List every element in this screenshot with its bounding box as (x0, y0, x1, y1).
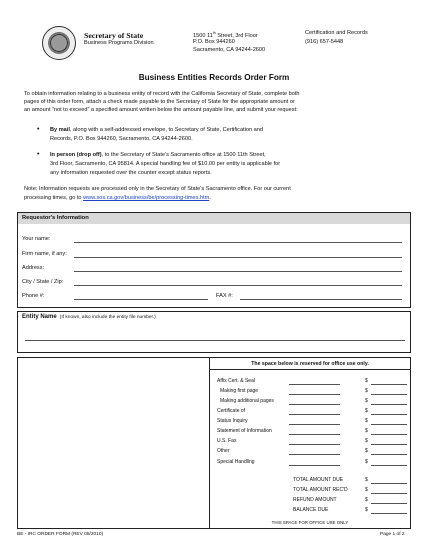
phone-field[interactable] (74, 299, 208, 300)
office-item-label: Affix Cert. & Seal (217, 378, 255, 384)
office-amount-field[interactable] (371, 465, 407, 466)
dollar-sign: $ (365, 428, 368, 434)
entity-name-field[interactable] (25, 340, 405, 341)
balance-due-field[interactable] (371, 513, 407, 514)
lower-section-divider (209, 357, 210, 529)
note-line-1: Note: Information requests are processed only in the Secretary of State's Sacramento office. For our current (24, 186, 291, 192)
office-item-label: Special Handling (217, 459, 255, 465)
office-use-footer-note: THIS SPACE FOR OFFICE USE ONLY (271, 520, 349, 525)
bullet-mail-line-1: By mail, along with a self-addressed envelope, to Secretary of State, Certification and (50, 127, 263, 133)
entity-heading: Entity Name (If known, also include the entity file number.) (22, 314, 156, 320)
bullet-person-line-3: any information requested over the counter except status reports. (50, 170, 212, 176)
your-name-label: Your name: (22, 236, 51, 242)
dollar-sign: $ (365, 398, 368, 404)
agency-name: Secretary of State (84, 31, 144, 40)
office-amount-field[interactable] (371, 434, 407, 435)
dollar-sign: $ (365, 477, 368, 483)
division-name: Business Programs Division (84, 40, 154, 46)
city-state-zip-label: City / State / Zip: (22, 279, 64, 285)
office-amount-field[interactable] (371, 414, 407, 415)
total-amount-recd-label: TOTAL AMOUNT REC'D (293, 487, 348, 493)
bullet-mail-line-2: Records, P.O. Box 944260, Sacramento, CA 94244-2600. (50, 136, 193, 142)
dollar-sign: $ (365, 507, 368, 513)
bullet-icon: • (37, 126, 40, 133)
office-item-label: Statement of Information (217, 428, 272, 434)
note-line-2: processing times, go to www.sos.ca.gov/business/be/processing-times.htm. (24, 195, 211, 201)
fax-field[interactable] (240, 299, 402, 300)
dollar-sign: $ (365, 378, 368, 384)
state-seal-logo (42, 26, 76, 60)
intro-line-1: To obtain information relating to a business entity of record with the California Secretary of State, complete both (24, 91, 300, 97)
requestor-heading: Requestor's Information (22, 215, 89, 221)
refund-amount-field[interactable] (371, 503, 407, 504)
office-qty-field[interactable] (289, 404, 340, 405)
office-item-label: Making first page (220, 388, 259, 394)
dollar-sign: $ (365, 418, 368, 424)
office-amount-field[interactable] (371, 394, 407, 395)
address-line-2: P.O. Box 944260 (193, 39, 235, 45)
dollar-sign: $ (365, 487, 368, 493)
office-amount-field[interactable] (371, 444, 407, 445)
intro-line-3: an amount “not to exceed” a specified amount written below the amount payable line, and submit your request: (24, 107, 298, 113)
refund-amount-label: REFUND AMOUNT (293, 497, 337, 503)
processing-times-link[interactable]: www.sos.ca.gov/business/be/processing-times.htm (83, 195, 210, 201)
office-qty-field[interactable] (289, 444, 340, 445)
firm-name-field[interactable] (74, 257, 402, 258)
dollar-sign: $ (365, 388, 368, 394)
your-name-field[interactable] (74, 242, 402, 243)
address-field[interactable] (74, 271, 402, 272)
form-title: Business Entities Records Order Form (138, 73, 290, 82)
office-qty-field[interactable] (289, 465, 340, 466)
office-qty-field[interactable] (289, 454, 340, 455)
total-amount-due-field[interactable] (371, 483, 407, 484)
balance-due-label: BALANCE DUE (293, 507, 329, 513)
total-amount-recd-field[interactable] (371, 493, 407, 494)
office-qty-field[interactable] (289, 424, 340, 425)
dollar-sign: $ (365, 448, 368, 454)
address-line-3: Sacramento, CA 94244-2600 (193, 47, 266, 53)
fax-label: FAX #: (216, 293, 233, 299)
address-line-1: 1500 11th Street, 3rd Floor (193, 31, 258, 39)
office-amount-field[interactable] (371, 424, 407, 425)
contact-title: Certification and Records (305, 30, 368, 36)
firm-name-label: Firm name, if any: (22, 251, 67, 257)
bullet-icon: • (37, 151, 40, 158)
office-qty-field[interactable] (289, 384, 340, 385)
office-use-heading: The space below is reserved for office use only. (251, 361, 369, 367)
office-item-label: U.S. Fax (217, 438, 237, 444)
page-number: Page 1 of 2 (380, 532, 405, 537)
contact-phone: (916) 657-5448 (305, 39, 344, 45)
address-label: Address: (22, 265, 45, 271)
bullet-person-line-1: In person (drop off), to the Secretary of State's Sacramento office at 1500 11th Street, (50, 152, 266, 158)
intro-line-2: pages of this order form, attach a check made payable to the Secretary of State for the appropriate amount or (24, 99, 295, 105)
office-heading-divider (209, 369, 411, 370)
dollar-sign: $ (365, 438, 368, 444)
office-item-label: Status Inquiry (217, 418, 248, 424)
office-amount-field[interactable] (371, 404, 407, 405)
office-amount-field[interactable] (371, 454, 407, 455)
office-item-label: Other (217, 448, 230, 454)
office-qty-field[interactable] (289, 414, 340, 415)
office-item-label: Certificate of (217, 408, 246, 414)
dollar-sign: $ (365, 459, 368, 465)
lower-section-box (17, 357, 411, 529)
office-item-label: Making additional pages (220, 398, 274, 404)
phone-label: Phone #: (22, 293, 45, 299)
dollar-sign: $ (365, 497, 368, 503)
city-state-zip-field[interactable] (74, 285, 402, 286)
office-amount-field[interactable] (371, 384, 407, 385)
bullet-person-line-2: 3rd Floor, Sacramento, CA 95814. A special handling fee of $10.00 per entity is applicable for (50, 161, 281, 167)
office-qty-field[interactable] (289, 394, 340, 395)
dollar-sign: $ (365, 408, 368, 414)
total-amount-due-label: TOTAL AMOUNT DUE (293, 477, 344, 483)
requestor-info-box (17, 212, 411, 308)
form-id: BE - IRC ORDER FORM (REV 08/2010) (17, 532, 104, 537)
office-qty-field[interactable] (289, 434, 340, 435)
